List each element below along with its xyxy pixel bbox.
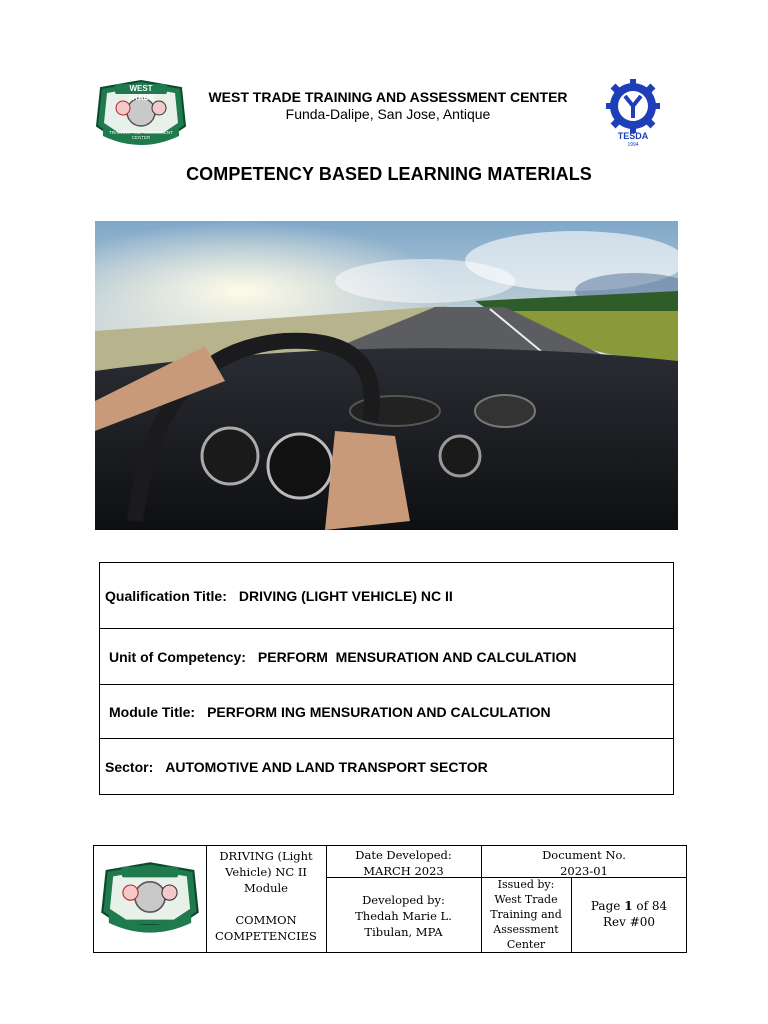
sector-label: Sector: bbox=[105, 758, 154, 775]
doc-value: 2023-01 bbox=[560, 864, 608, 878]
footer-page bbox=[571, 898, 687, 930]
unit-value: PERFORM MENSURATION AND CALCULATION bbox=[257, 648, 577, 665]
sector-row bbox=[100, 739, 673, 794]
logo-title-text: WEST TRADE bbox=[127, 84, 155, 102]
issued-line-2: Training and bbox=[490, 908, 562, 921]
org-name: WEST TRADE TRAINING AND ASSESSMENT CENTER bbox=[208, 89, 568, 105]
qualification-label: Qualification Title: bbox=[105, 587, 227, 604]
logo-sub-text: TRAINING AND ASSESSMENT CENTER bbox=[109, 130, 173, 140]
issued-line-1: West Trade bbox=[494, 893, 558, 906]
module-value: PERFORM ING MENSURATION AND CALCULATION bbox=[207, 703, 551, 720]
document-title: COMPETENCY BASED LEARNING MATERIALS bbox=[186, 164, 592, 184]
driving-photo bbox=[95, 221, 678, 530]
footer-document bbox=[481, 847, 687, 879]
issued-line-4: Center bbox=[506, 938, 546, 951]
qualification-row bbox=[100, 563, 673, 629]
unit-row bbox=[100, 629, 673, 685]
module-line-3: Module bbox=[244, 881, 288, 895]
developed-line-1: Thedah Marie L. bbox=[355, 909, 452, 923]
date-label: Date Developed: bbox=[355, 848, 452, 862]
developed-label: Developed by: bbox=[362, 893, 445, 907]
competencies-line-1: COMMON bbox=[235, 913, 297, 927]
unit-label: Unit of Competency: bbox=[109, 648, 246, 665]
page-current: 1 bbox=[624, 899, 633, 913]
competencies-line-2: COMPETENCIES bbox=[215, 929, 317, 943]
tesda-year: 1994 bbox=[627, 142, 639, 148]
module-row bbox=[100, 685, 673, 739]
module-line-1: DRIVING (Light bbox=[219, 849, 313, 863]
issued-label: Issued by: bbox=[497, 878, 555, 891]
developed-line-2: Tibulan, MPA bbox=[364, 925, 443, 939]
sector-value: AUTOMOTIVE AND LAND TRANSPORT SECTOR bbox=[165, 758, 488, 775]
doc-label: Document No. bbox=[542, 848, 626, 862]
page-total: of 84 bbox=[636, 899, 668, 913]
document-control-table bbox=[93, 845, 687, 953]
page-prefix: Page bbox=[590, 899, 621, 913]
module-info-table bbox=[99, 562, 674, 795]
revision: Rev #00 bbox=[602, 915, 656, 929]
issued-line-3: Assessment bbox=[493, 923, 559, 936]
footer-developer bbox=[326, 892, 481, 940]
qualification-value: DRIVING (LIGHT VEHICLE) NC II bbox=[238, 587, 453, 604]
tesda-logo bbox=[603, 78, 663, 150]
tesda-label: TESDA bbox=[617, 131, 649, 141]
date-value: MARCH 2023 bbox=[363, 864, 444, 878]
footer-module bbox=[206, 848, 326, 944]
org-address: Funda-Dalipe, San Jose, Antique bbox=[285, 106, 491, 122]
module-line-2: Vehicle) NC II bbox=[225, 865, 307, 879]
footer-issued bbox=[481, 877, 571, 952]
footer-logo bbox=[98, 850, 202, 950]
module-label: Module Title: bbox=[109, 703, 196, 720]
footer-date bbox=[326, 847, 481, 879]
